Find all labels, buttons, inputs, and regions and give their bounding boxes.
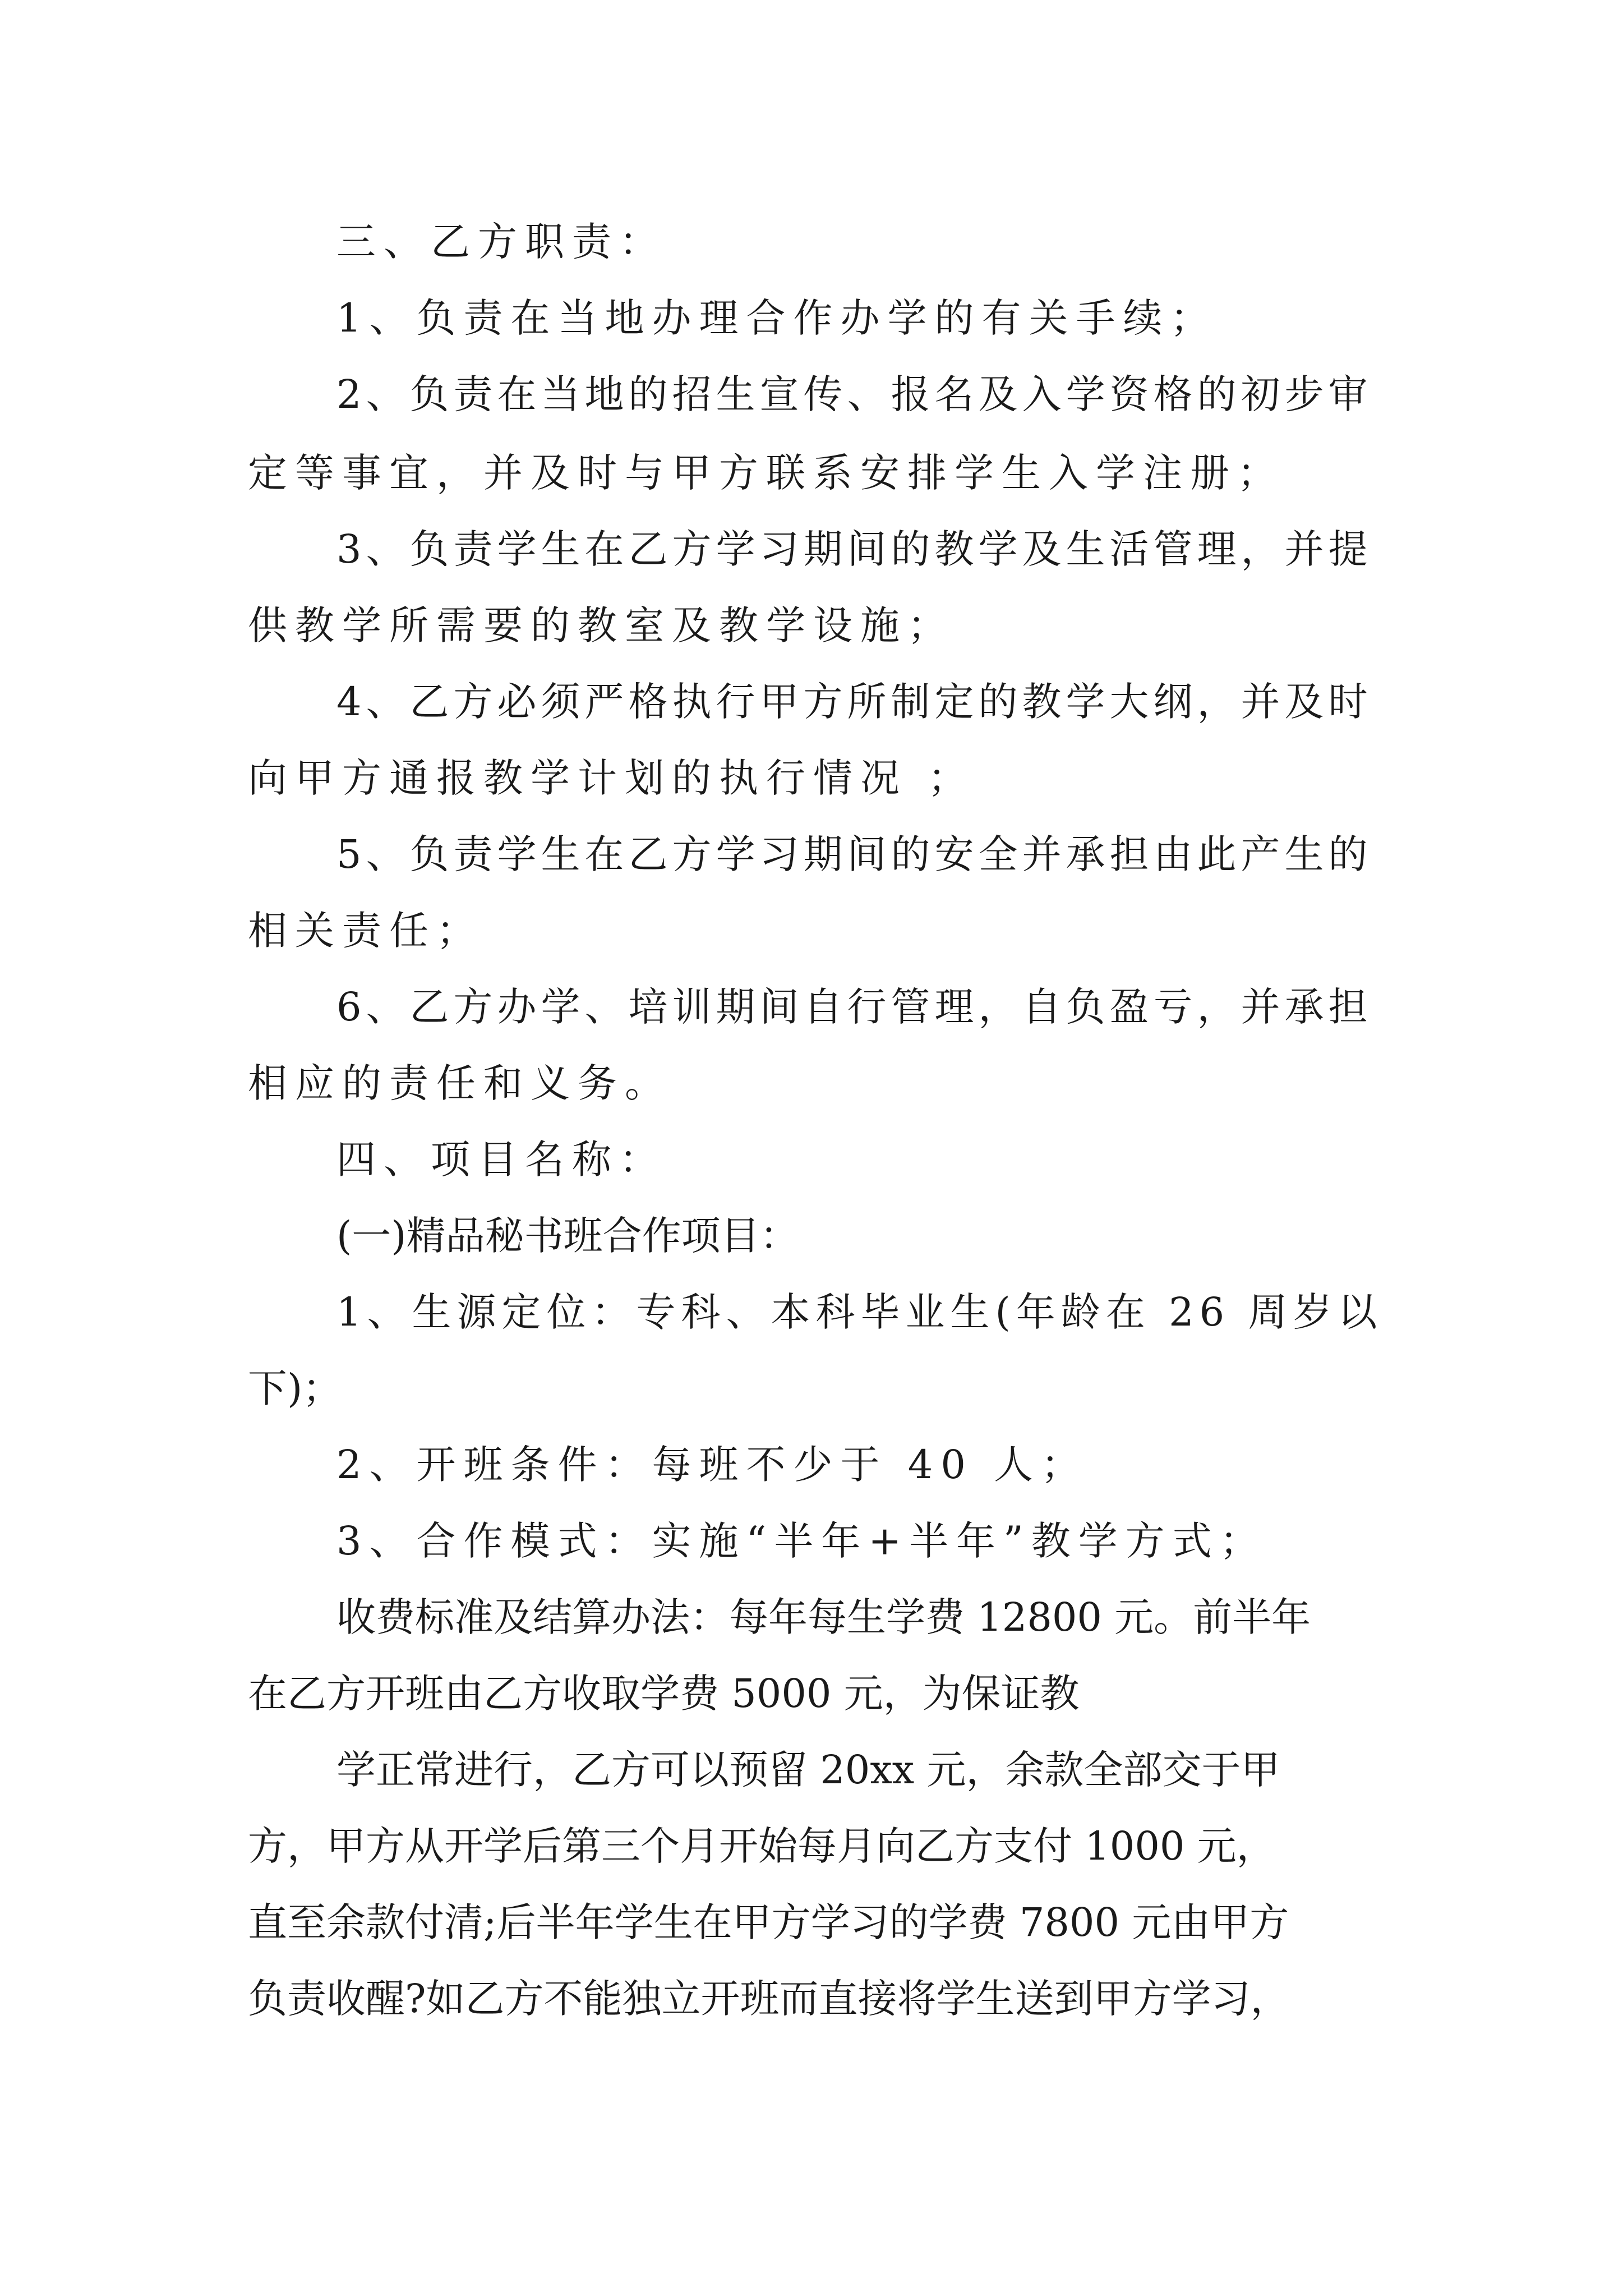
clause-5-line-1: 5、负责学生在乙方学习期间的安全并承担由此产生的 bbox=[336, 831, 1372, 877]
item-2: 2、开班条件：每班不少于 40 人； bbox=[336, 1442, 1089, 1488]
section-heading-party-b-duties: 三、乙方职责： bbox=[336, 219, 666, 265]
clause-6-line-2: 相应的责任和义务。 bbox=[248, 1060, 672, 1106]
item-3: 3、合作模式：实施“半年+半年”教学方式； bbox=[336, 1518, 1267, 1564]
clause-4-line-1: 4、乙方必须严格执行甲方所制定的教学大纲，并及时 bbox=[336, 679, 1372, 725]
clause-2-line-1: 2、负责在当地的招生宣传、报名及入学资格的初步审 bbox=[336, 371, 1372, 417]
fee-paragraph-line-5: 直至余款付清;后半年学生在甲方学习的学费 7800 元由甲方 bbox=[248, 1899, 1289, 1945]
clause-5-line-2: 相关责任； bbox=[248, 908, 483, 954]
clause-2-line-2: 定等事宜，并及时与甲方联系安排学生入学注册； bbox=[248, 450, 1284, 496]
clause-6-line-1: 6、乙方办学、培训期间自行管理，自负盈亏，并承担 bbox=[336, 984, 1372, 1030]
fee-paragraph-line-6: 负责收醒?如乙方不能独立开班而直接将学生送到甲方学习， bbox=[248, 1976, 1290, 2022]
clause-3-line-2: 供教学所需要的教室及教学设施； bbox=[248, 602, 955, 648]
fee-paragraph-line-3: 学正常进行，乙方可以预留 20xx 元，余款全部交于甲 bbox=[336, 1747, 1280, 1793]
item-1-line-1: 1、生源定位：专科、本科毕业生(年龄在 26 周岁以 bbox=[336, 1289, 1383, 1335]
subsection-heading-secretary-class: (一)精品秘书班合作项目： bbox=[336, 1213, 799, 1259]
clause-1: 1、负责在当地办理合作办学的有关手续； bbox=[336, 295, 1218, 341]
clause-3-line-1: 3、负责学生在乙方学习期间的教学及生活管理，并提 bbox=[336, 526, 1372, 572]
fee-paragraph-line-4: 方，甲方从开学后第三个月开始每月向乙方支付 1000 元， bbox=[248, 1823, 1276, 1869]
fee-paragraph-line-2: 在乙方开班由乙方收取学费 5000 元，为保证教 bbox=[248, 1671, 1080, 1717]
clause-4-line-2: 向甲方通报教学计划的执行情况 ； bbox=[248, 755, 975, 801]
fee-paragraph-line-1: 收费标准及结算办法：每年每生学费 12800 元。前半年 bbox=[336, 1594, 1311, 1640]
item-1-line-2: 下)； bbox=[248, 1365, 342, 1411]
section-heading-project-name: 四、项目名称： bbox=[336, 1137, 666, 1182]
